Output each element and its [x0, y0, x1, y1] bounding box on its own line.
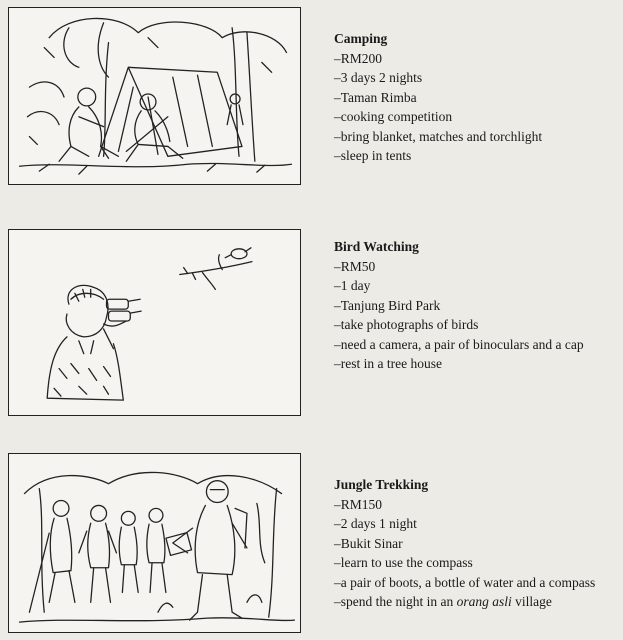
list-item: – need a camera, a pair of binoculars and a cap	[334, 335, 619, 355]
list-item: – Tanjung Bird Park	[334, 296, 619, 316]
list-item: – cooking competition	[334, 107, 619, 127]
list-item: – take photographs of birds	[334, 315, 619, 335]
activity-title: Jungle Trekking	[334, 477, 429, 492]
item-italic: orang asli	[456, 594, 512, 609]
list-item: – RM50	[334, 257, 619, 277]
camping-illustration	[8, 7, 301, 185]
item-suffix: village	[511, 594, 552, 609]
activity-list	[334, 49, 619, 166]
camping-details	[334, 29, 619, 166]
bird-watching-illustration	[8, 229, 301, 416]
trekking-group-drawing	[9, 454, 300, 632]
list-item: – Bukit Sinar	[334, 534, 619, 554]
list-item: – 1 day	[334, 276, 619, 296]
jungle-trekking-illustration	[8, 453, 301, 633]
activity-title: Bird Watching	[334, 239, 419, 254]
activity-list	[334, 495, 619, 612]
list-item: – 2 days 1 night	[334, 514, 619, 534]
jungle-trekking-details	[334, 475, 619, 612]
list-item	[334, 592, 619, 612]
list-item: – learn to use the compass	[334, 553, 619, 573]
list-item: – bring blanket, matches and torchlight	[334, 127, 619, 147]
list-item: – a pair of boots, a bottle of water and a compass	[334, 573, 619, 593]
item-prefix: spend the night in an	[340, 594, 457, 609]
activity-title: Camping	[334, 31, 388, 46]
camping-scene-drawing	[9, 8, 300, 184]
list-item: – 3 days 2 nights	[334, 68, 619, 88]
bird-watcher-drawing	[9, 230, 300, 415]
list-item: – sleep in tents	[334, 146, 619, 166]
list-item: – rest in a tree house	[334, 354, 619, 374]
list-item: – RM200	[334, 49, 619, 69]
list-item: – RM150	[334, 495, 619, 515]
bird-watching-details	[334, 237, 619, 374]
activity-list	[334, 257, 619, 374]
list-item: – Taman Rimba	[334, 88, 619, 108]
